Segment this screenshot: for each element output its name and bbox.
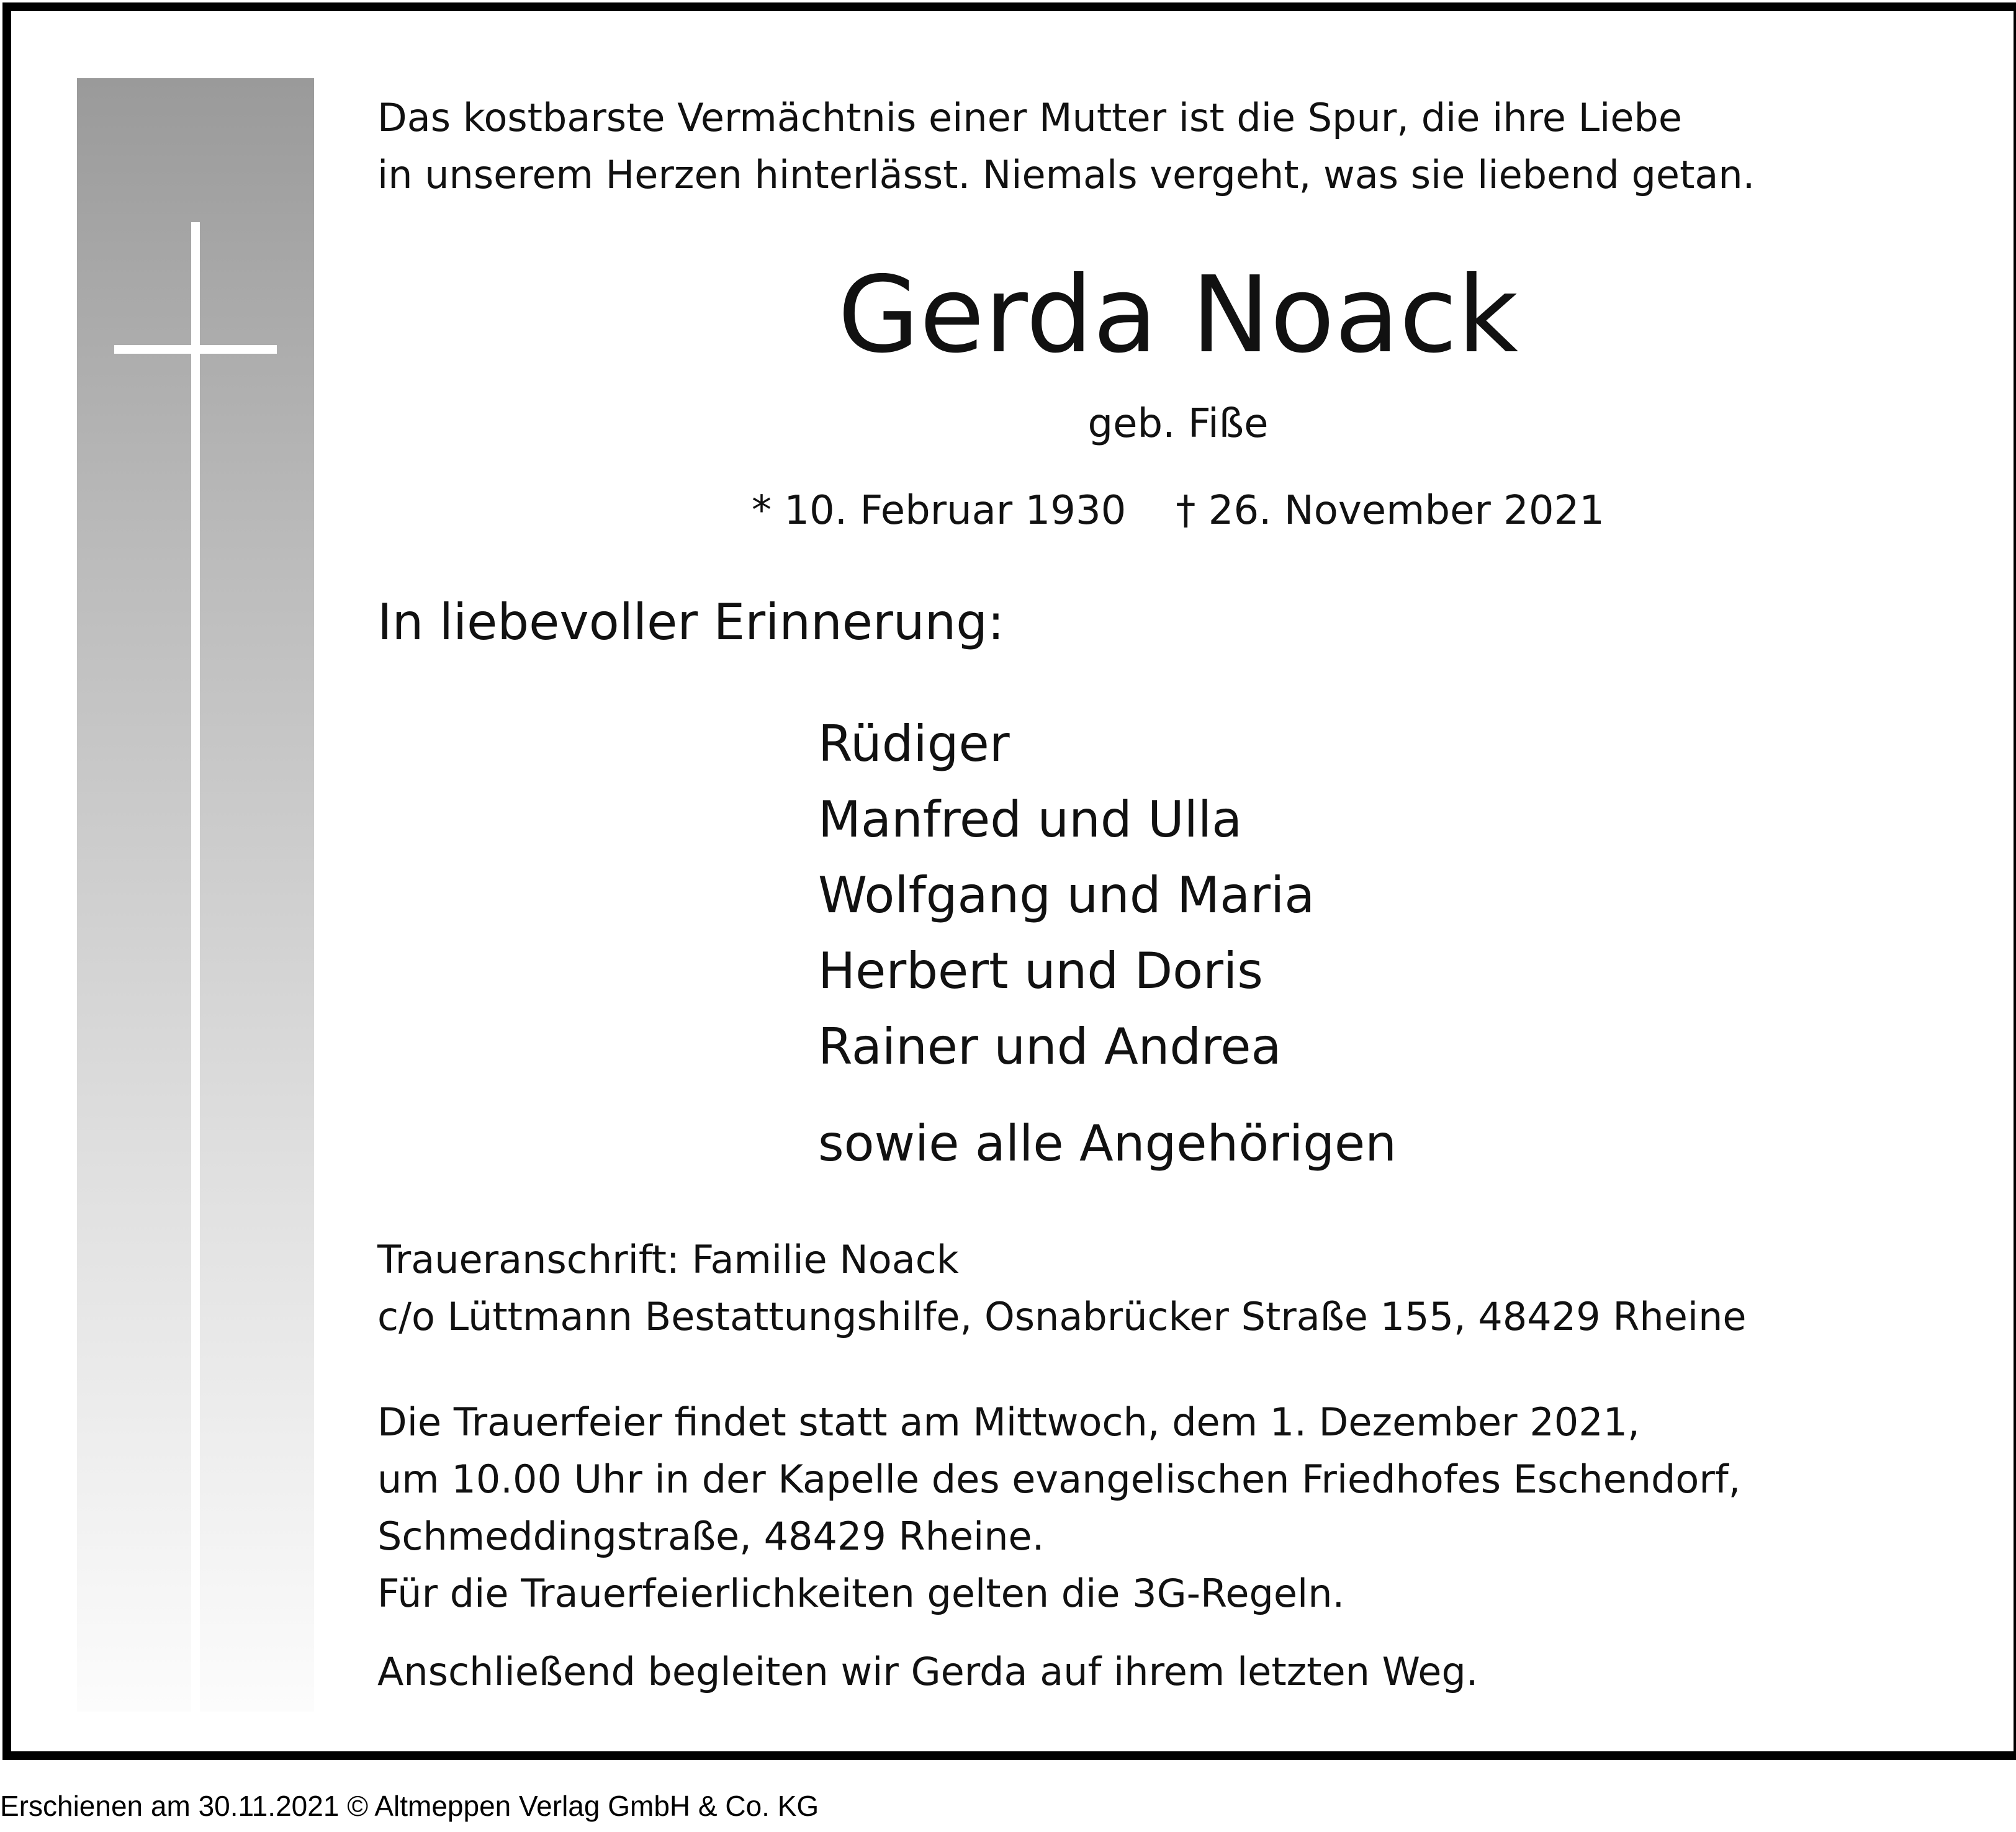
- mourner-entry: Herbert und Doris: [818, 942, 1263, 1000]
- motto-quote: [377, 89, 1755, 204]
- mourner-entry: Manfred und Ulla: [818, 791, 1243, 848]
- publication-footer: Erschienen am 30.11.2021 © Altmeppen Verlag GmbH & Co. KG: [0, 1790, 819, 1822]
- closing-line: Anschließend begleiten wir Gerda auf ihrem letzten Weg.: [377, 1649, 1478, 1694]
- relatives-line: sowie alle Angehörigen: [818, 1115, 1397, 1172]
- motto-line: Das kostbarste Vermächtnis einer Mutter ist die Spur, die ihre Liebe: [377, 95, 1683, 140]
- birth-date: * 10. Februar 1930: [751, 488, 1127, 534]
- obituary-notice: [2, 2, 2016, 1760]
- service-line: Die Trauerfeier findet statt am Mittwoch, dem 1. Dezember 2021,: [377, 1399, 1640, 1445]
- birth-name: geb. Fiße: [1087, 401, 1269, 447]
- cross-icon: [191, 222, 200, 1712]
- mourners-list: [818, 706, 1315, 1085]
- death-date: † 26. November 2021: [1176, 488, 1605, 534]
- remembrance-heading: In liebevoller Erinnerung:: [377, 593, 1004, 651]
- service-line: Schmeddingstraße, 48429 Rheine.: [377, 1514, 1045, 1559]
- mourning-address: [377, 1231, 1747, 1345]
- mourner-entry: Rüdiger: [818, 715, 1010, 773]
- mourner-entry: Wolfgang und Maria: [818, 866, 1315, 924]
- cross-icon-crossbar: [114, 345, 277, 354]
- service-line: um 10.00 Uhr in der Kapelle des evangelischen Friedhofes Eschendorf,: [377, 1457, 1741, 1502]
- address-line: c/o Lüttmann Bestattungshilfe, Osnabrücker Straße 155, 48429 Rheine: [377, 1294, 1747, 1339]
- mourner-entry: Rainer und Andrea: [818, 1018, 1282, 1075]
- funeral-service-info: [377, 1394, 1740, 1622]
- address-line: Traueranschrift: Familie Noack: [377, 1237, 959, 1282]
- life-dates: [694, 483, 1662, 539]
- service-line: Für die Trauerfeierlichkeiten gelten die 3G-Regeln.: [377, 1571, 1345, 1616]
- deceased-name: Gerda Noack: [837, 254, 1519, 377]
- motto-line: in unserem Herzen hinterlässt. Niemals vergeht, was sie liebend getan.: [377, 152, 1755, 197]
